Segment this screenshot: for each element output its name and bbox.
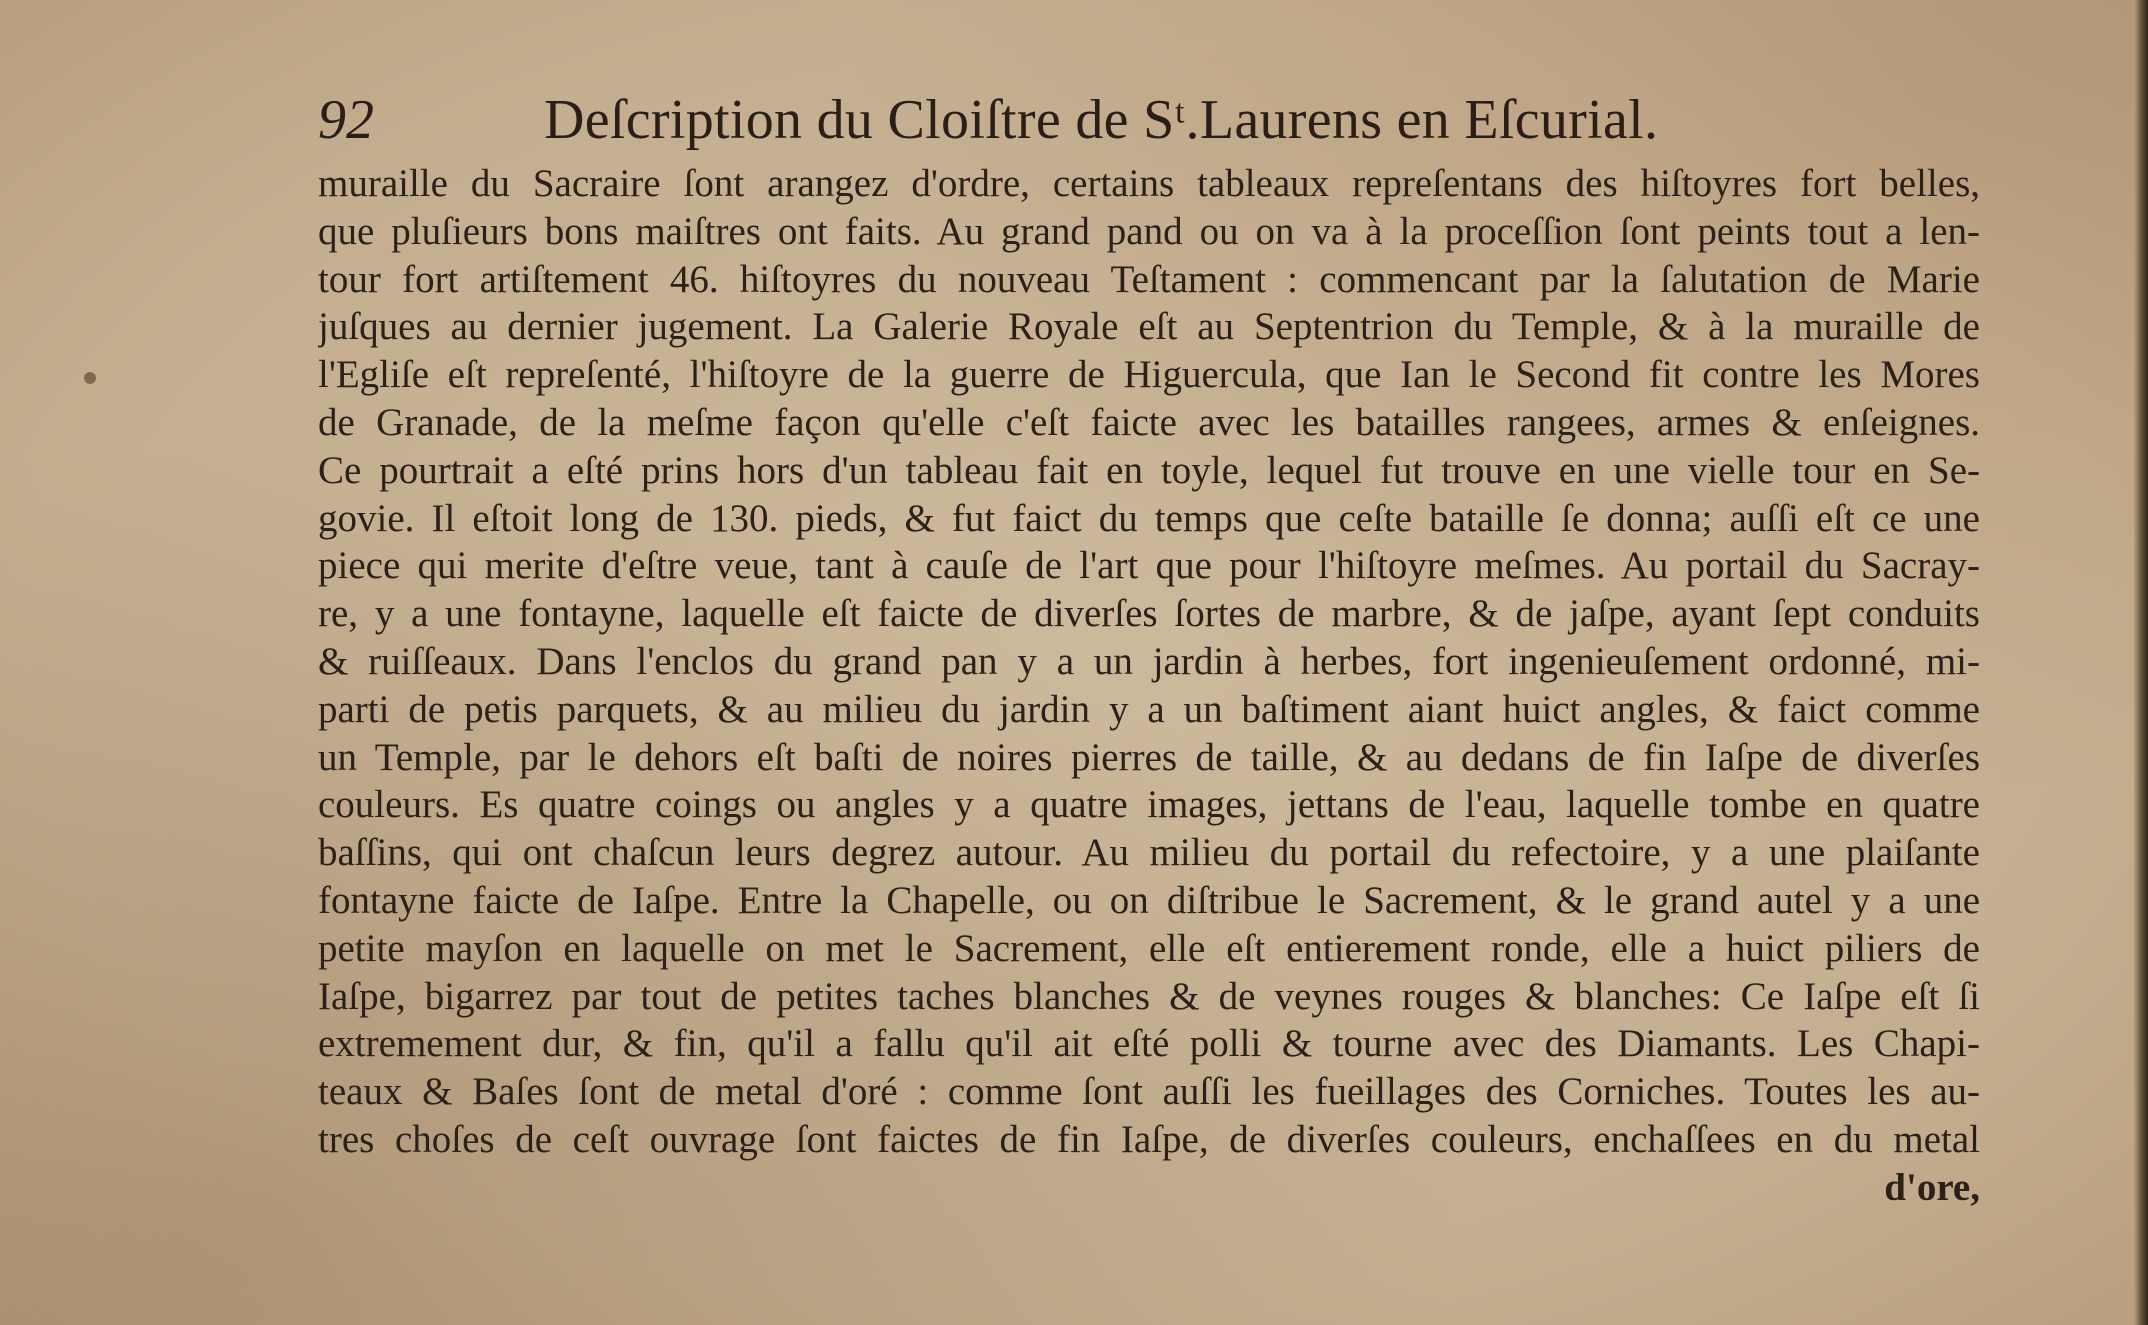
ink-spot [84, 372, 96, 384]
text-line: muraille du Sacraire ſont arangez d'ordre, certains tableaux repreſentans des hiſtoyres fort belles, [318, 162, 1980, 205]
text-line: de Granade, de la meſme façon qu'elle c'eſt faicte avec les batailles rangees, armes & enſeignes. [318, 400, 1980, 444]
text-line: & ruiſſeaux. Dans l'enclos du grand pan y a un jardin à herbes, fort ingenieuſement ordonné, mi- [318, 639, 1980, 683]
body-text [318, 160, 1980, 1212]
text-line: govie. Il eſtoit long de 130. pieds, & fut faict du temps que ceſte bataille ſe donna; auſſi eſt ce une [318, 496, 1980, 540]
running-head [318, 88, 1978, 158]
page-edge-shadow [2134, 0, 2148, 1325]
text-line: petite mayſon en laquelle on met le Sacrement, elle eſt entierement ronde, elle a huict piliers de [318, 926, 1980, 970]
text-line: re, y a une fontayne, laquelle eſt faicte de diverſes ſortes de marbre, & de jaſpe, ayant ſept conduits [318, 592, 1980, 636]
text-line: Ce pourtrait a eſté prins hors d'un tableau fait en toyle, lequel fut trouve en une vielle tour en Se- [318, 448, 1980, 492]
text-line: teaux & Baſes ſont de metal d'oré : comme ſont auſſi les fueillages des Corniches. Toutes les au- [318, 1070, 1980, 1114]
page-number: 92 [318, 89, 374, 151]
text-line: tour fort artiſtement 46. hiſtoyres du nouveau Teſtament : commencant par la ſalutation de Marie [318, 257, 1980, 301]
text-line: extremement dur, & fin, qu'il a fallu qu'il ait eſté polli & tourne avec des Diamants. Les Chapi- [318, 1022, 1980, 1066]
text-line: que pluſieurs bons maiſtres ont faits. Au grand pand ou on va à la proceſſion ſont peints tout a len- [318, 209, 1980, 253]
text-line: parti de petis parquets, & au milieu du jardin y a un baſtiment aiant huict angles, & faict comme [318, 687, 1980, 731]
text-line: piece qui merite d'eſtre veue, tant à cauſe de l'art que pour l'hiſtoyre meſmes. Au portail du Sacray- [318, 544, 1980, 588]
text-line: baſſins, qui ont chaſcun leurs degrez autour. Au milieu du portail du refectoire, y a une plaiſante [318, 831, 1980, 875]
catchword: d'ore, [1884, 1165, 1980, 1209]
text-line: un Temple, par le dehors eſt baſti de noires pierres de taille, & au dedans de fin Iaſpe de diverſes [318, 735, 1980, 779]
text-line: tres choſes de ceſt ouvrage ſont faictes de fin Iaſpe, de diverſes couleurs, enchaſſees en du metal [318, 1117, 1980, 1161]
page-title: Deſcription du Cloiſtre de Sᵗ.Laurens en Eſcurial. [544, 89, 1659, 151]
text-line: Iaſpe, bigarrez par tout de petites taches blanches & de veynes rouges & blanches: Ce Iaſpe eſt ſi [318, 974, 1980, 1018]
text-line: fontayne faicte de Iaſpe. Entre la Chapelle, ou on diſtribue le Sacrement, & le grand autel y a une [318, 878, 1980, 922]
text-line: l'Egliſe eſt repreſenté, l'hiſtoyre de la guerre de Higuercula, que Ian le Second fit contre les Mores [318, 353, 1980, 397]
text-line: juſques au dernier jugement. La Galerie Royale eſt au Septentrion du Temple, & à la muraille de [318, 305, 1980, 349]
text-line: couleurs. Es quatre coings ou angles y a quatre images, jettans de l'eau, laquelle tombe en quatre [318, 783, 1980, 827]
